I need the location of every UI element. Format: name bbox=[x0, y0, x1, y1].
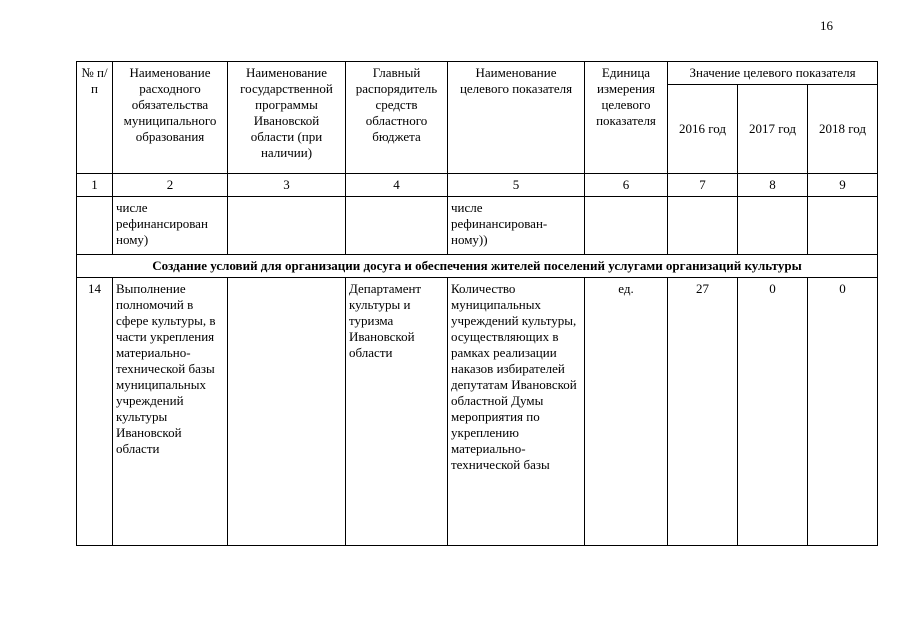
column-numbers-row bbox=[77, 174, 878, 197]
column-number: 6 bbox=[585, 174, 668, 197]
continuation-indicator: числе рефинансирован-ному)) bbox=[448, 197, 585, 255]
row-number: 14 bbox=[77, 278, 113, 546]
row-indicator: Количество муниципальных учреждений культуры, осуществляющих в рамках реализации наказов избирателей депутатам Ивановской областной Думы мероприятия по укреплению материально-технической базы bbox=[448, 278, 585, 546]
column-number: 8 bbox=[738, 174, 808, 197]
header-num: № п/п bbox=[77, 62, 113, 174]
column-number: 1 bbox=[77, 174, 113, 197]
row-program bbox=[228, 278, 346, 546]
header-obligation: Наименование расходного обязательства муниципального образования bbox=[113, 62, 228, 174]
target-indicators-table bbox=[76, 61, 878, 546]
table-row bbox=[77, 278, 878, 546]
continuation-obligation: числе рефинансирован ному) bbox=[113, 197, 228, 255]
header-year-2017: 2017 год bbox=[738, 85, 808, 174]
header-year-2018: 2018 год bbox=[808, 85, 878, 174]
continuation-row bbox=[77, 197, 878, 255]
column-number: 9 bbox=[808, 174, 878, 197]
header-unit: Единица измерения целевого показателя bbox=[585, 62, 668, 174]
header-target-values: Значение целевого показателя bbox=[668, 62, 878, 85]
column-number: 3 bbox=[228, 174, 346, 197]
column-number: 2 bbox=[113, 174, 228, 197]
row-distributor: Департамент культуры и туризма Ивановской области bbox=[346, 278, 448, 546]
section-title: Создание условий для организации досуга и обеспечения жителей поселений услугами организаций культуры bbox=[77, 255, 878, 278]
header-indicator: Наименование целевого показателя bbox=[448, 62, 585, 174]
row-obligation: Выполнение полномочий в сфере культуры, в части укрепления материально-технической базы муниципальных учреждений культуры Ивановской области bbox=[113, 278, 228, 546]
header-year-2016: 2016 год bbox=[668, 85, 738, 174]
column-number: 7 bbox=[668, 174, 738, 197]
section-row bbox=[77, 255, 878, 278]
row-value-2017: 0 bbox=[738, 278, 808, 546]
column-number: 5 bbox=[448, 174, 585, 197]
column-number: 4 bbox=[346, 174, 448, 197]
header-row bbox=[77, 62, 878, 85]
header-distributor: Главный распорядитель средств областного бюджета bbox=[346, 62, 448, 174]
row-value-2016: 27 bbox=[668, 278, 738, 546]
row-unit: ед. bbox=[585, 278, 668, 546]
row-value-2018: 0 bbox=[808, 278, 878, 546]
page-number: 16 bbox=[820, 18, 833, 33]
header-program: Наименование государственной программы Ивановской области (при наличии) bbox=[228, 62, 346, 174]
